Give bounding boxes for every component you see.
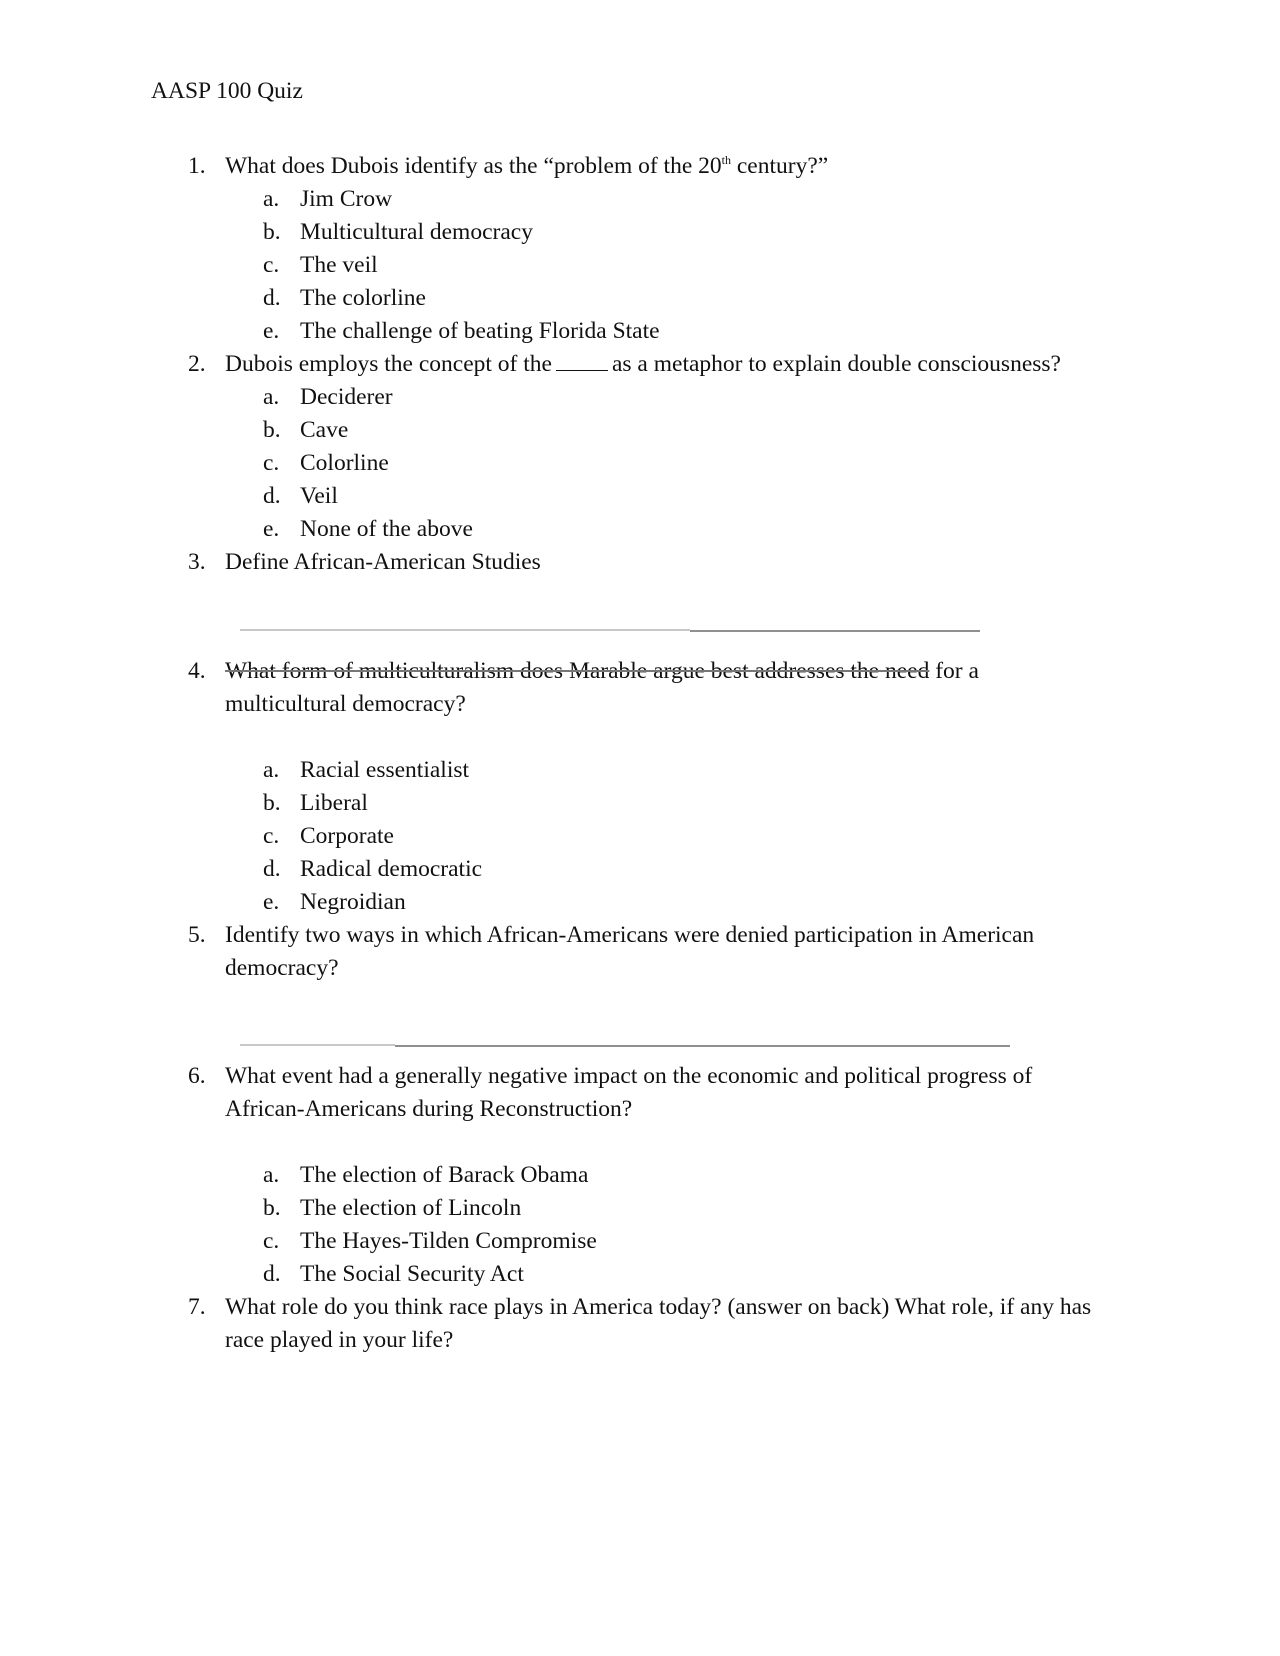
option: e. The challenge of beating Florida State [263,318,660,344]
option: c. Corporate [263,823,394,849]
struck-text: What form of multiculturalism does Marable argue best addresses the need [225,658,930,684]
fill-in-blank [556,352,608,371]
question-6 [188,1060,1108,1126]
option: b. The election of Lincoln [263,1195,522,1221]
question-text: Dubois employs the concept of the as a metaphor to explain double consciousness? [225,351,1061,377]
option: a. Racial essentialist [263,757,470,783]
quiz-title: AASP 100 Quiz [151,78,303,104]
option: a. Deciderer [263,384,393,410]
option: c. The veil [263,252,378,278]
option: e. Negroidian [263,889,406,915]
question-number: 7. [188,1294,206,1320]
option: d. The Social Security Act [263,1261,524,1287]
option: b. Multicultural democracy [263,219,533,245]
question-5 [188,919,1108,985]
option: a. The election of Barack Obama [263,1162,589,1188]
question-text: Define African-American Studies [225,549,541,575]
question-2 [188,348,1188,381]
question-number: 4. [188,658,206,684]
option: c. Colorline [263,450,389,476]
option: a. Jim Crow [263,186,393,212]
question-4 [188,655,1068,721]
question-7 [188,1291,1128,1357]
superscript: th [721,153,731,167]
option: d. Veil [263,483,338,509]
option: b. Cave [263,417,349,443]
option: d. The colorline [263,285,426,311]
option: e. None of the above [263,516,473,542]
question-3 [188,546,1128,579]
question-number: 3. [188,549,206,575]
question-text: What form of multiculturalism does Marable argue best addresses the need for a multicultural democracy? [225,658,979,717]
question-number: 5. [188,922,206,948]
question-number: 2. [188,351,206,377]
option: d. Radical democratic [263,856,483,882]
question-text: What role do you think race plays in America today? (answer on back) What role, if any has race played in your life? [225,1294,1092,1353]
question-number: 6. [188,1063,206,1089]
option: b. Liberal [263,790,368,816]
question-text: What does Dubois identify as the “problem of the 20th century?” [225,153,829,179]
option: c. The Hayes-Tilden Compromise [263,1228,597,1254]
question-text: Identify two ways in which African-Americans were denied participation in American democracy? [225,922,1035,981]
question-1 [188,150,1128,183]
question-number: 1. [188,153,206,179]
question-text: What event had a generally negative impact on the economic and political progress of African-Americans during Reconstruction? [225,1063,1033,1122]
